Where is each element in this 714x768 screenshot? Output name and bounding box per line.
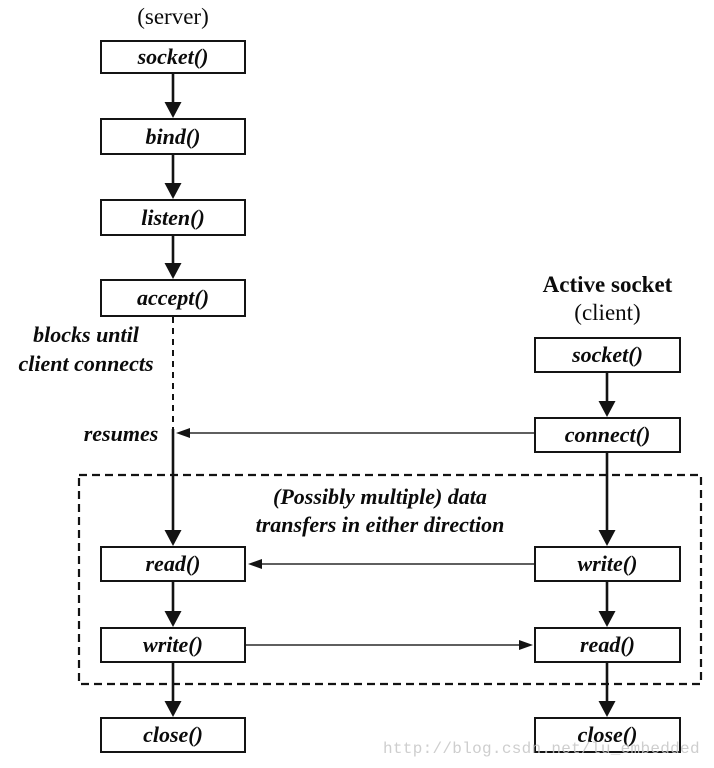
server-accept-box: accept()	[100, 279, 246, 317]
arrow-client-socket-to-connect	[599, 373, 616, 417]
server-listen-box: listen()	[100, 199, 246, 236]
server-write-box: write()	[100, 627, 246, 663]
client-read-box: read()	[534, 627, 681, 663]
blocks-until-line2: client connects	[18, 351, 154, 376]
arrow-server-read-to-write	[165, 582, 182, 627]
client-column-title: Active socket	[542, 272, 673, 297]
arrow-server-socket-to-bind	[165, 74, 182, 118]
blocks-until-annotation	[0, 320, 172, 378]
arrow-connect-to-accept-resumes	[176, 428, 534, 438]
arrow-server-listen-to-accept	[165, 236, 182, 279]
arrow-client-read-to-close	[599, 663, 616, 717]
watermark: http://blog.csdn.net/lu_embedded	[383, 740, 700, 758]
arrow-server-bind-to-listen	[165, 155, 182, 199]
data-transfers-annotation	[228, 483, 532, 539]
data-transfers-line2: transfers in either direction	[255, 512, 505, 537]
arrow-client-connect-to-write	[599, 453, 616, 546]
server-read-box: read()	[100, 546, 246, 582]
client-column-label: (client)	[574, 300, 641, 325]
client-connect-box: connect()	[534, 417, 681, 453]
client-socket-box: socket()	[534, 337, 681, 373]
server-close-box: close()	[100, 717, 246, 753]
arrow-server-write-to-client-read	[246, 640, 533, 650]
data-transfers-line1: (Possibly multiple) data	[273, 484, 487, 509]
blocks-until-line1: blocks until	[33, 322, 139, 347]
server-socket-box: socket()	[100, 40, 246, 74]
arrow-client-write-to-read	[599, 582, 616, 627]
client-close-box: close()	[534, 717, 681, 753]
arrow-server-write-to-close	[165, 663, 182, 717]
server-bind-box: bind()	[100, 118, 246, 155]
server-column-label: (server)	[137, 4, 209, 29]
client-write-box: write()	[534, 546, 681, 582]
arrow-client-write-to-server-read	[248, 559, 534, 569]
resumes-annotation: resumes	[83, 421, 159, 446]
